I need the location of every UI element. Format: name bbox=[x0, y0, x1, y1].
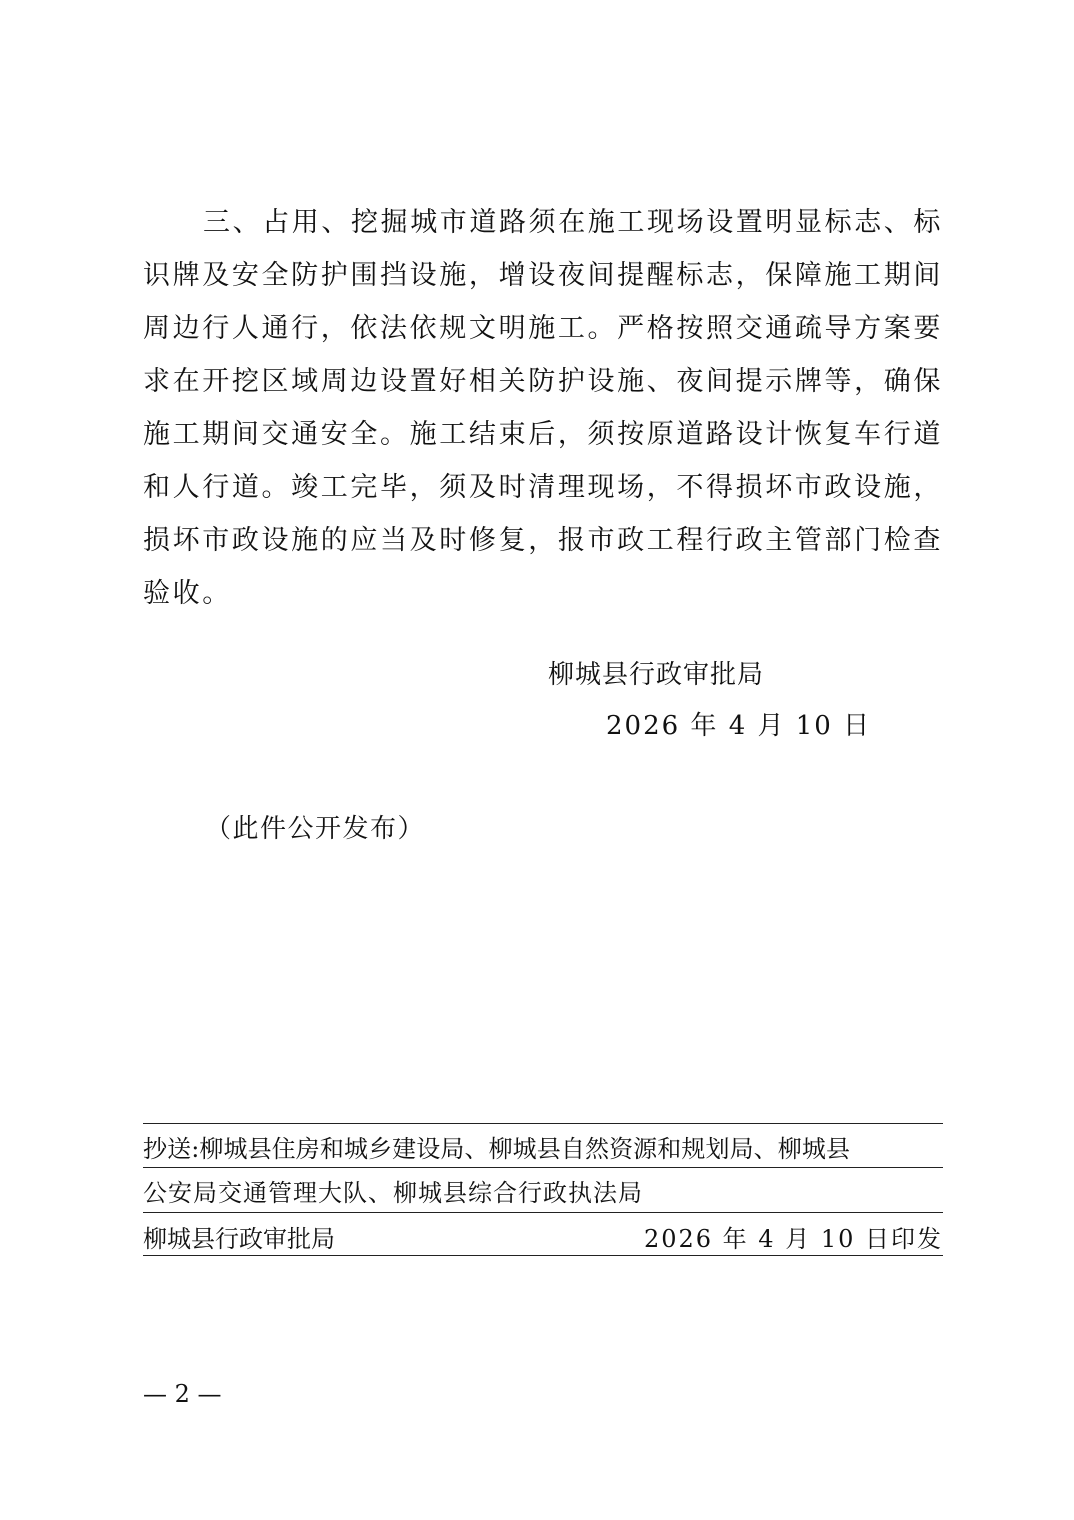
publish-note: （此件公开发布） bbox=[205, 814, 426, 844]
issue-date: 2026 年 4 月 10 日印发 bbox=[643, 1225, 943, 1253]
page-number: — 2 — bbox=[143, 1380, 222, 1408]
cc-recipients-line-2: 公安局交通管理大队、柳城县综合行政执法局 bbox=[143, 1179, 643, 1207]
signature-organization: 柳城县行政审批局 bbox=[548, 660, 765, 690]
cc-line-1-underline bbox=[143, 1167, 943, 1168]
body-paragraph: 三、占用、挖掘城市道路须在施工现场设置明显标志、标识牌及安全防护围挡设施，增设夜间提醒标志，保障施工期间周边行人通行，依法依规文明施工。严格按照交通疏导方案要求在开挖区域周边设置好相关防护设施、夜间提示牌等，确保施工期间交通安全。施工结束后，须按原道路设计恢复车行道和人行道。竣工完毕，须及时清理现场，不得损坏市政设施，损坏市政设施的应当及时修复，报市政工程行政主管部门检查验收。 bbox=[143, 207, 943, 609]
cc-recipients-line-1: 抄送:柳城县住房和城乡建设局、柳城县自然资源和规划局、柳城县 bbox=[143, 1135, 851, 1163]
signature-date: 2026 年 4 月 10 日 bbox=[606, 711, 872, 741]
issuer-organization: 柳城县行政审批局 bbox=[143, 1225, 335, 1253]
footer-middle-rule bbox=[143, 1212, 943, 1213]
footer-top-rule bbox=[143, 1123, 943, 1124]
footer-bottom-rule bbox=[143, 1255, 943, 1256]
